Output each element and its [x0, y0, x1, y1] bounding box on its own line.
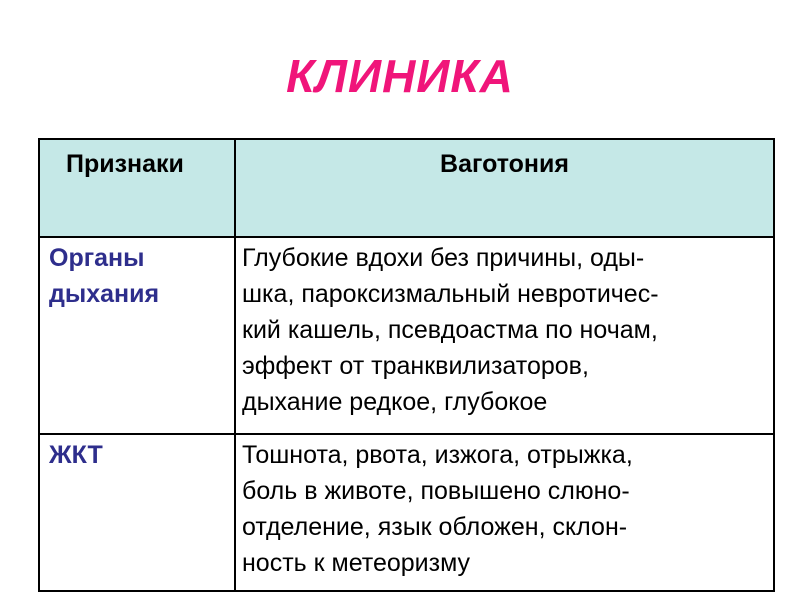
- table-row: [39, 237, 774, 434]
- header-cell-vagotonia: Ваготония: [235, 139, 774, 237]
- slide-title: КЛИНИКА: [286, 50, 514, 102]
- table-header-row: [39, 139, 774, 237]
- header-cell-signs: Признаки: [39, 139, 235, 237]
- row-text-git: Тошнота, рвота, изжога, отрыжка, боль в животе, повышено слюно- отделение, язык обложен, склон- ность к метеоризму: [235, 434, 774, 591]
- row-label-text: Органы дыхания: [49, 244, 160, 308]
- row-label-text: ЖКТ: [49, 441, 103, 469]
- row-label-respiratory: [39, 237, 235, 434]
- comparison-table: [38, 138, 775, 592]
- table-row: [39, 434, 774, 591]
- row-text-respiratory: Глубокие вдохи без причины, оды- шка, пароксизмальный невротичес- кий кашель, псевдоастма по ночам, эффект от транквилизаторов, дыхание редкое, глубокое: [235, 237, 774, 434]
- row-label-git: [39, 434, 235, 591]
